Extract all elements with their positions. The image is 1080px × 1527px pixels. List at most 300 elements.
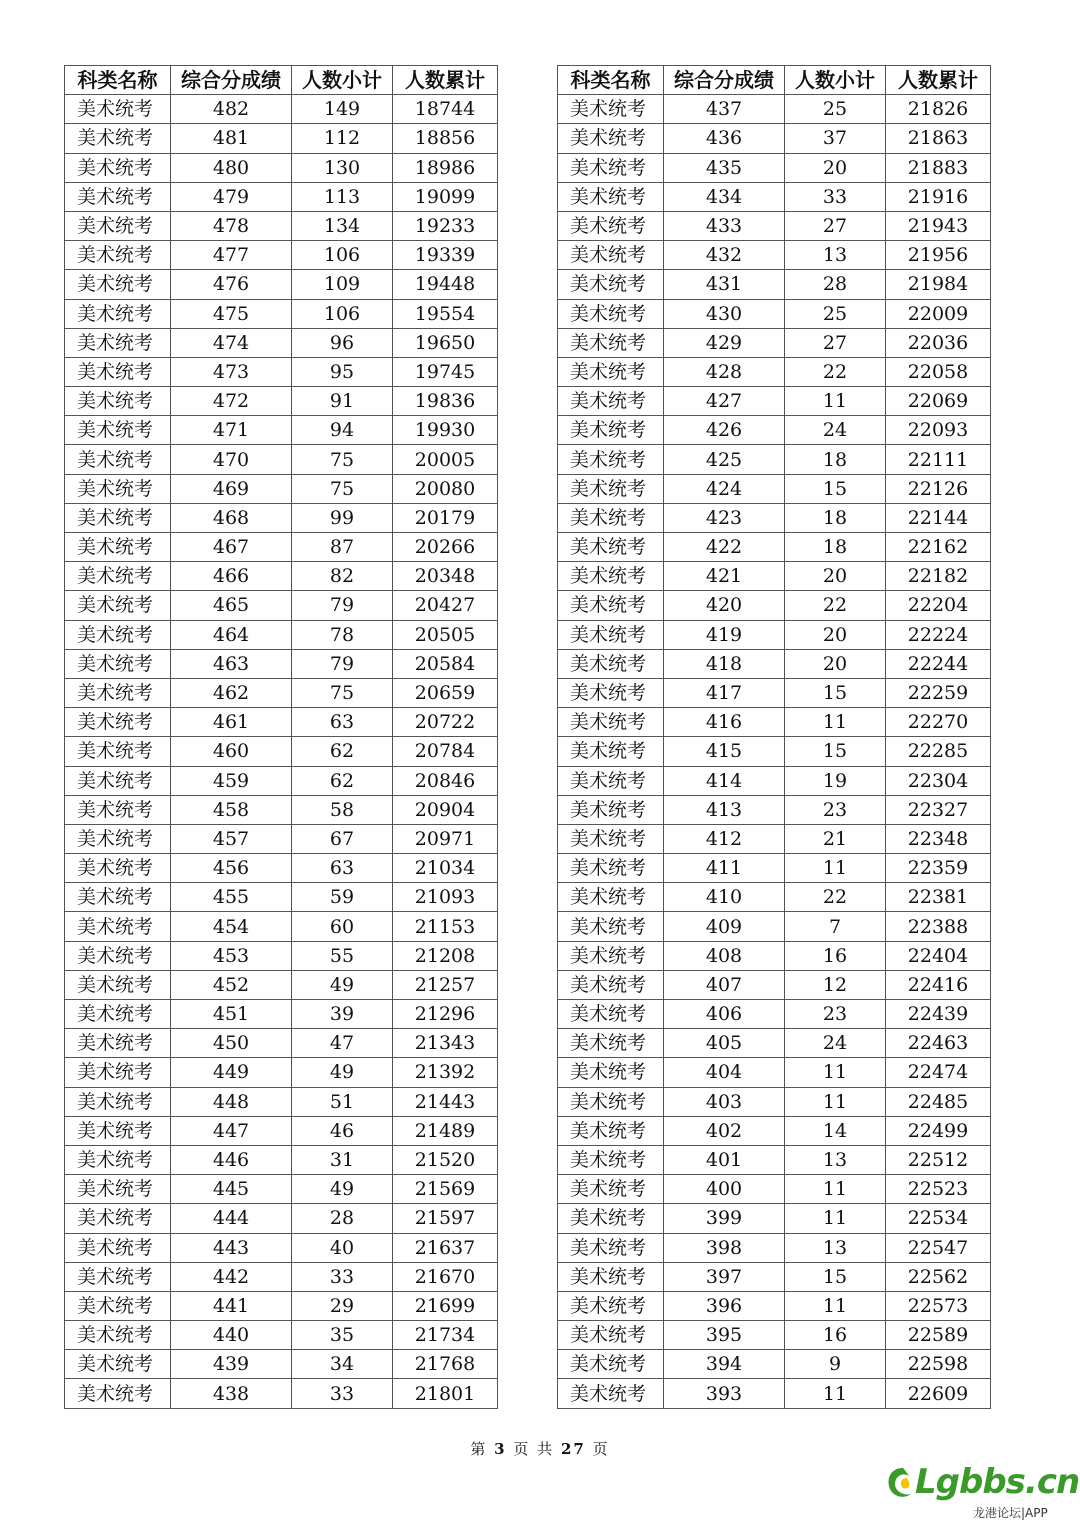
cell-count: 112 <box>292 124 393 153</box>
cell-cumulative: 21699 <box>393 1291 498 1320</box>
cell-score: 477 <box>171 241 292 270</box>
cell-score: 449 <box>171 1058 292 1087</box>
cell-score: 418 <box>664 649 785 678</box>
cell-count: 7 <box>785 912 886 941</box>
cell-category: 美术统考 <box>558 941 664 970</box>
cell-score: 466 <box>171 562 292 591</box>
cell-category: 美术统考 <box>65 445 171 474</box>
cell-cumulative: 21296 <box>393 1000 498 1029</box>
table-row <box>65 95 498 124</box>
cell-cumulative: 22224 <box>886 620 991 649</box>
cell-cumulative: 19099 <box>393 182 498 211</box>
cell-score: 394 <box>664 1350 785 1379</box>
cell-category: 美术统考 <box>558 445 664 474</box>
table-row <box>558 620 991 649</box>
cell-category: 美术统考 <box>558 1000 664 1029</box>
table-row <box>558 1321 991 1350</box>
cell-score: 416 <box>664 708 785 737</box>
cell-score: 471 <box>171 416 292 445</box>
cell-category: 美术统考 <box>558 649 664 678</box>
cell-count: 37 <box>785 124 886 153</box>
watermark-logo <box>885 1460 1080 1525</box>
cell-cumulative: 21637 <box>393 1233 498 1262</box>
cell-category: 美术统考 <box>558 182 664 211</box>
cell-count: 21 <box>785 824 886 853</box>
cell-count: 27 <box>785 211 886 240</box>
cell-count: 28 <box>785 270 886 299</box>
cell-category: 美术统考 <box>65 1262 171 1291</box>
cell-cumulative: 21734 <box>393 1321 498 1350</box>
cell-count: 79 <box>292 591 393 620</box>
cell-count: 94 <box>292 416 393 445</box>
cell-count: 63 <box>292 708 393 737</box>
cell-count: 78 <box>292 620 393 649</box>
table-row <box>558 153 991 182</box>
cell-score: 414 <box>664 766 785 795</box>
table-row <box>558 649 991 678</box>
cell-count: 55 <box>292 941 393 970</box>
table-row <box>558 124 991 153</box>
cell-cumulative: 21343 <box>393 1029 498 1058</box>
cell-count: 24 <box>785 416 886 445</box>
cell-category: 美术统考 <box>65 620 171 649</box>
cell-count: 130 <box>292 153 393 182</box>
cell-category: 美术统考 <box>65 562 171 591</box>
cell-cumulative: 21569 <box>393 1175 498 1204</box>
cell-score: 453 <box>171 941 292 970</box>
cell-count: 11 <box>785 1379 886 1408</box>
cell-count: 16 <box>785 941 886 970</box>
cell-category: 美术统考 <box>558 1116 664 1145</box>
cell-count: 11 <box>785 1087 886 1116</box>
cell-score: 457 <box>171 824 292 853</box>
cell-cumulative: 22093 <box>886 416 991 445</box>
table-row <box>558 883 991 912</box>
table-row <box>65 1350 498 1379</box>
cell-count: 49 <box>292 1175 393 1204</box>
cell-category: 美术统考 <box>558 737 664 766</box>
cell-category: 美术统考 <box>65 795 171 824</box>
footer-prefix: 第 <box>470 1440 488 1458</box>
table-row <box>65 357 498 386</box>
cell-score: 481 <box>171 124 292 153</box>
table-row <box>65 591 498 620</box>
cell-cumulative: 20784 <box>393 737 498 766</box>
cell-category: 美术统考 <box>65 533 171 562</box>
cell-count: 11 <box>785 1204 886 1233</box>
cell-category: 美术统考 <box>558 1029 664 1058</box>
header-score: 综合分成绩 <box>171 66 292 95</box>
cell-cumulative: 22439 <box>886 1000 991 1029</box>
cell-cumulative: 19836 <box>393 387 498 416</box>
cell-category: 美术统考 <box>558 1145 664 1174</box>
footer-mid: 页 共 <box>513 1440 555 1458</box>
cell-category: 美术统考 <box>65 678 171 707</box>
cell-cumulative: 22304 <box>886 766 991 795</box>
cell-score: 434 <box>664 182 785 211</box>
cell-category: 美术统考 <box>65 1175 171 1204</box>
cell-cumulative: 22534 <box>886 1204 991 1233</box>
cell-category: 美术统考 <box>558 241 664 270</box>
cell-count: 24 <box>785 1029 886 1058</box>
cell-count: 33 <box>292 1379 393 1408</box>
cell-category: 美术统考 <box>65 708 171 737</box>
cell-score: 462 <box>171 678 292 707</box>
cell-category: 美术统考 <box>558 299 664 328</box>
table-row <box>65 1379 498 1408</box>
cell-score: 426 <box>664 416 785 445</box>
cell-count: 67 <box>292 824 393 853</box>
cell-count: 13 <box>785 1145 886 1174</box>
footer-total-pages: 27 <box>560 1440 586 1458</box>
header-cumulative: 人数累计 <box>886 66 991 95</box>
cell-score: 479 <box>171 182 292 211</box>
cell-count: 34 <box>292 1350 393 1379</box>
cell-score: 473 <box>171 357 292 386</box>
cell-score: 435 <box>664 153 785 182</box>
table-row <box>65 445 498 474</box>
table-row <box>65 1233 498 1262</box>
cell-count: 82 <box>292 562 393 591</box>
cell-score: 413 <box>664 795 785 824</box>
cell-count: 13 <box>785 241 886 270</box>
table-row <box>65 883 498 912</box>
table-row <box>558 562 991 591</box>
cell-count: 18 <box>785 533 886 562</box>
cell-cumulative: 22111 <box>886 445 991 474</box>
cell-count: 22 <box>785 357 886 386</box>
cell-cumulative: 22058 <box>886 357 991 386</box>
table-row <box>65 1262 498 1291</box>
cell-cumulative: 22474 <box>886 1058 991 1087</box>
cell-score: 475 <box>171 299 292 328</box>
cell-cumulative: 22589 <box>886 1321 991 1350</box>
header-category: 科类名称 <box>65 66 171 95</box>
cell-cumulative: 21826 <box>886 95 991 124</box>
cell-category: 美术统考 <box>65 854 171 883</box>
cell-category: 美术统考 <box>558 678 664 707</box>
cell-category: 美术统考 <box>558 620 664 649</box>
cell-cumulative: 20971 <box>393 824 498 853</box>
cell-score: 404 <box>664 1058 785 1087</box>
cell-cumulative: 20659 <box>393 678 498 707</box>
cell-count: 91 <box>292 387 393 416</box>
table-row <box>558 678 991 707</box>
cell-category: 美术统考 <box>65 241 171 270</box>
cell-count: 31 <box>292 1145 393 1174</box>
cell-cumulative: 22598 <box>886 1350 991 1379</box>
cell-cumulative: 21034 <box>393 854 498 883</box>
cell-cumulative: 21392 <box>393 1058 498 1087</box>
table-header-row <box>558 66 991 95</box>
cell-count: 87 <box>292 533 393 562</box>
cell-category: 美术统考 <box>558 824 664 853</box>
cell-count: 49 <box>292 970 393 999</box>
table-row <box>558 1087 991 1116</box>
cell-category: 美术统考 <box>558 503 664 532</box>
cell-score: 469 <box>171 474 292 503</box>
cell-count: 113 <box>292 182 393 211</box>
table-row <box>558 941 991 970</box>
header-category: 科类名称 <box>558 66 664 95</box>
table-row <box>558 795 991 824</box>
cell-score: 408 <box>664 941 785 970</box>
cell-score: 438 <box>171 1379 292 1408</box>
cell-score: 411 <box>664 854 785 883</box>
cell-cumulative: 20080 <box>393 474 498 503</box>
header-cumulative: 人数累计 <box>393 66 498 95</box>
cell-score: 450 <box>171 1029 292 1058</box>
table-row <box>65 620 498 649</box>
table-row <box>558 328 991 357</box>
cell-category: 美术统考 <box>65 328 171 357</box>
table-row <box>65 737 498 766</box>
cell-score: 445 <box>171 1175 292 1204</box>
table-row <box>558 387 991 416</box>
cell-score: 410 <box>664 883 785 912</box>
cell-cumulative: 21597 <box>393 1204 498 1233</box>
cell-count: 96 <box>292 328 393 357</box>
cell-score: 468 <box>171 503 292 532</box>
cell-cumulative: 20005 <box>393 445 498 474</box>
cell-cumulative: 22499 <box>886 1116 991 1145</box>
cell-score: 464 <box>171 620 292 649</box>
cell-score: 429 <box>664 328 785 357</box>
table-row <box>558 1175 991 1204</box>
table-row <box>558 95 991 124</box>
score-table-right <box>557 65 991 1409</box>
cell-score: 460 <box>171 737 292 766</box>
cell-score: 421 <box>664 562 785 591</box>
cell-cumulative: 22523 <box>886 1175 991 1204</box>
cell-category: 美术统考 <box>65 591 171 620</box>
table-row <box>558 211 991 240</box>
cell-score: 425 <box>664 445 785 474</box>
cell-count: 15 <box>785 737 886 766</box>
table-row <box>65 474 498 503</box>
cell-cumulative: 20846 <box>393 766 498 795</box>
cell-category: 美术统考 <box>558 211 664 240</box>
cell-count: 15 <box>785 678 886 707</box>
cell-cumulative: 21489 <box>393 1116 498 1145</box>
cell-cumulative: 20505 <box>393 620 498 649</box>
cell-score: 478 <box>171 211 292 240</box>
cell-category: 美术统考 <box>65 1291 171 1320</box>
cell-category: 美术统考 <box>65 1145 171 1174</box>
cell-category: 美术统考 <box>558 1058 664 1087</box>
cell-score: 395 <box>664 1321 785 1350</box>
cell-count: 35 <box>292 1321 393 1350</box>
cell-category: 美术统考 <box>65 1087 171 1116</box>
table-row <box>65 912 498 941</box>
cell-count: 25 <box>785 95 886 124</box>
cell-cumulative: 22036 <box>886 328 991 357</box>
table-row <box>558 912 991 941</box>
cell-score: 403 <box>664 1087 785 1116</box>
table-row <box>65 1029 498 1058</box>
cell-count: 23 <box>785 1000 886 1029</box>
header-score: 综合分成绩 <box>664 66 785 95</box>
cell-category: 美术统考 <box>558 854 664 883</box>
cell-score: 420 <box>664 591 785 620</box>
table-row <box>558 1204 991 1233</box>
cell-cumulative: 21153 <box>393 912 498 941</box>
cell-category: 美术统考 <box>558 591 664 620</box>
cell-score: 393 <box>664 1379 785 1408</box>
table-row <box>65 1291 498 1320</box>
cell-count: 25 <box>785 299 886 328</box>
cell-score: 456 <box>171 854 292 883</box>
cell-cumulative: 19233 <box>393 211 498 240</box>
cell-score: 431 <box>664 270 785 299</box>
cell-cumulative: 21801 <box>393 1379 498 1408</box>
cell-count: 23 <box>785 795 886 824</box>
table-row <box>65 299 498 328</box>
cell-score: 400 <box>664 1175 785 1204</box>
cell-category: 美术统考 <box>558 270 664 299</box>
table-row <box>65 533 498 562</box>
header-count: 人数小计 <box>292 66 393 95</box>
cell-cumulative: 21943 <box>886 211 991 240</box>
table-row <box>65 387 498 416</box>
cell-category: 美术统考 <box>65 941 171 970</box>
cell-category: 美术统考 <box>558 562 664 591</box>
footer-suffix: 页 <box>592 1440 610 1458</box>
cell-cumulative: 21257 <box>393 970 498 999</box>
cell-score: 442 <box>171 1262 292 1291</box>
cell-cumulative: 18856 <box>393 124 498 153</box>
cell-cumulative: 21670 <box>393 1262 498 1291</box>
cell-category: 美术统考 <box>558 533 664 562</box>
table-row <box>65 854 498 883</box>
cell-count: 63 <box>292 854 393 883</box>
cell-score: 417 <box>664 678 785 707</box>
cell-count: 22 <box>785 591 886 620</box>
cell-category: 美术统考 <box>558 1379 664 1408</box>
cell-count: 134 <box>292 211 393 240</box>
cell-score: 407 <box>664 970 785 999</box>
cell-cumulative: 22404 <box>886 941 991 970</box>
table-row <box>558 357 991 386</box>
cell-cumulative: 20348 <box>393 562 498 591</box>
cell-score: 439 <box>171 1350 292 1379</box>
cell-cumulative: 19339 <box>393 241 498 270</box>
cell-cumulative: 19448 <box>393 270 498 299</box>
table-row <box>65 241 498 270</box>
cell-category: 美术统考 <box>65 474 171 503</box>
cell-count: 49 <box>292 1058 393 1087</box>
table-row <box>65 503 498 532</box>
table-row <box>558 1145 991 1174</box>
cell-cumulative: 21208 <box>393 941 498 970</box>
table-row <box>65 1175 498 1204</box>
cell-category: 美术统考 <box>558 416 664 445</box>
cell-category: 美术统考 <box>65 503 171 532</box>
cell-category: 美术统考 <box>65 766 171 795</box>
cell-category: 美术统考 <box>65 1029 171 1058</box>
table-row <box>65 678 498 707</box>
cell-score: 432 <box>664 241 785 270</box>
cell-cumulative: 21916 <box>886 182 991 211</box>
cell-category: 美术统考 <box>65 299 171 328</box>
cell-score: 430 <box>664 299 785 328</box>
cell-score: 396 <box>664 1291 785 1320</box>
cell-score: 465 <box>171 591 292 620</box>
page-footer <box>0 1438 1080 1459</box>
table-row <box>65 182 498 211</box>
table-row <box>65 970 498 999</box>
cell-count: 62 <box>292 737 393 766</box>
table-row <box>558 1233 991 1262</box>
cell-score: 472 <box>171 387 292 416</box>
cell-cumulative: 22573 <box>886 1291 991 1320</box>
table-row <box>558 503 991 532</box>
table-row <box>558 445 991 474</box>
cell-count: 62 <box>292 766 393 795</box>
cell-cumulative: 22270 <box>886 708 991 737</box>
cell-category: 美术统考 <box>558 1087 664 1116</box>
cell-score: 447 <box>171 1116 292 1145</box>
cell-category: 美术统考 <box>65 970 171 999</box>
cell-score: 455 <box>171 883 292 912</box>
cell-cumulative: 22009 <box>886 299 991 328</box>
cell-count: 18 <box>785 445 886 474</box>
cell-score: 480 <box>171 153 292 182</box>
cell-count: 15 <box>785 474 886 503</box>
cell-category: 美术统考 <box>558 328 664 357</box>
cell-cumulative: 19745 <box>393 357 498 386</box>
cell-category: 美术统考 <box>558 474 664 503</box>
cell-category: 美术统考 <box>558 1291 664 1320</box>
cell-count: 15 <box>785 1262 886 1291</box>
table-row <box>558 766 991 795</box>
cell-score: 459 <box>171 766 292 795</box>
cell-count: 11 <box>785 1058 886 1087</box>
watermark-sub: 龙港论坛|APP <box>973 1506 1048 1520</box>
table-row <box>558 708 991 737</box>
cell-score: 409 <box>664 912 785 941</box>
cell-category: 美术统考 <box>65 1116 171 1145</box>
cell-score: 482 <box>171 95 292 124</box>
cell-category: 美术统考 <box>65 883 171 912</box>
cell-category: 美术统考 <box>65 270 171 299</box>
cell-cumulative: 21443 <box>393 1087 498 1116</box>
cell-score: 419 <box>664 620 785 649</box>
cell-category: 美术统考 <box>65 211 171 240</box>
watermark-brand: Lgbbs.cn <box>915 1462 1080 1502</box>
cell-score: 436 <box>664 124 785 153</box>
cell-count: 20 <box>785 620 886 649</box>
table-row <box>65 1204 498 1233</box>
cell-category: 美术统考 <box>558 153 664 182</box>
cell-cumulative: 22126 <box>886 474 991 503</box>
cell-category: 美术统考 <box>65 1233 171 1262</box>
table-row <box>558 270 991 299</box>
cell-cumulative: 20904 <box>393 795 498 824</box>
table-row <box>65 708 498 737</box>
cell-count: 16 <box>785 1321 886 1350</box>
cell-cumulative: 22463 <box>886 1029 991 1058</box>
cell-category: 美术统考 <box>65 1204 171 1233</box>
cell-count: 51 <box>292 1087 393 1116</box>
cell-score: 448 <box>171 1087 292 1116</box>
table-row <box>558 854 991 883</box>
cell-count: 13 <box>785 1233 886 1262</box>
table-row <box>558 1029 991 1058</box>
cell-cumulative: 19554 <box>393 299 498 328</box>
cell-cumulative: 22359 <box>886 854 991 883</box>
cell-score: 446 <box>171 1145 292 1174</box>
